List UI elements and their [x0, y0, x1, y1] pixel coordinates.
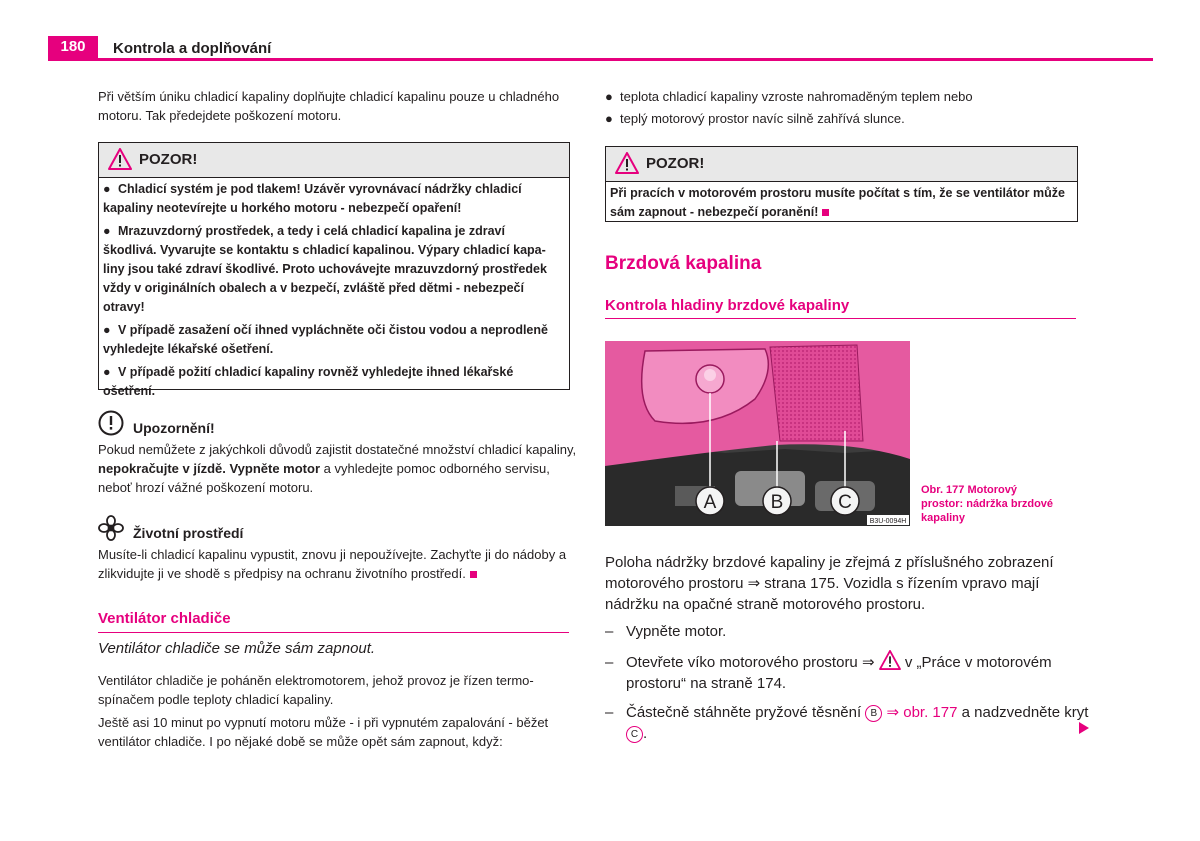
end-square-icon: [822, 209, 829, 216]
list-item: ● teplý motorový prostor navíc silně zahřívá slunce.: [605, 111, 905, 126]
bullet-icon: ●: [605, 89, 613, 104]
note-title: Upozornění!: [133, 420, 215, 436]
subsection-heading: Kontrola hladiny brzdové kapaliny: [605, 297, 850, 314]
flower-icon: [98, 515, 124, 541]
figure-code: B3U-0094H: [869, 518, 907, 525]
warning-item: ● V případě zasažení očí ihned vypláchněte oči čistou vodou a neprodleně vyhledejte lékařské ošetření.: [103, 323, 548, 356]
figure-link[interactable]: ⇒ obr. 177: [882, 704, 958, 721]
bullet-list: [605, 87, 1085, 128]
warning-triangle-icon: [108, 148, 132, 170]
warning-title: POZOR!: [646, 155, 705, 172]
fan-paragraph-2: Ještě asi 10 minut po vypnutí motoru může - i při vypnutém zapalování - běžet ventilátor chladiče. I po nějaké době se může opět sám zapnout, když:: [98, 715, 549, 749]
figure-label-a: A: [703, 492, 717, 513]
callout-c-icon: C: [626, 726, 643, 743]
section-rule: [605, 318, 1076, 319]
section-rule: [98, 632, 569, 633]
page-title: Kontrola a doplňování: [113, 40, 272, 57]
warning-box: [605, 146, 1078, 222]
intro-paragraph: Při větším úniku chladicí kapaliny doplňujte chladicí kapalinu pouze u chladného motoru. Tak předejdete poškození motoru.: [98, 89, 560, 123]
bullet-icon: ●: [103, 323, 111, 337]
warning-body: Při pracích v motorovém prostoru musíte počítat s tím, že se ventilátor může sám zapnout - nebezpečí poranění!: [610, 186, 1065, 219]
step-item: – Vypněte motor.: [605, 623, 727, 640]
note-text: Pokud nemůžete z jakýchkoli důvodů zajistit dostatečné množství chladicí kapaliny, nepokračujte v jízdě. Vypněte motor a vyhledejte pomoc odborného servisu, neboť hrozí vážné poškození motoru.: [98, 442, 577, 495]
brake-fluid-paragraph: Poloha nádržky brzdové kapaliny je zřejmá z příslušného zobrazení motorového prostoru ⇒ strana 175. Vozidla s řízením vpravo mají nádržku na opačné straně motorového prostoru.: [605, 554, 1054, 613]
environment-title: Životní prostředí: [133, 525, 244, 541]
warning-body: [99, 178, 569, 407]
figure-label-b: B: [770, 492, 784, 513]
warning-box: [98, 142, 570, 398]
bullet-icon: ●: [103, 365, 111, 379]
warning-triangle-icon: [615, 152, 639, 174]
figure-label-c: C: [838, 492, 852, 513]
warning-header: [606, 147, 1077, 182]
exclamation-circle-icon: [98, 410, 124, 436]
warning-triangle-icon: [879, 650, 901, 670]
bullet-icon: ●: [605, 111, 613, 126]
continue-arrow-icon[interactable]: [1078, 721, 1090, 735]
page-number: 180: [60, 38, 86, 55]
step-list: [605, 621, 1095, 744]
figure-caption: Obr. 177 Motorový prostor: nádržka brzdové kapaliny: [921, 484, 1054, 524]
section-heading-fan: Ventilátor chladiče: [98, 610, 231, 627]
callout-b-icon: B: [865, 705, 882, 722]
fan-paragraph-1: Ventilátor chladiče je poháněn elektromotorem, jehož provoz je řízen termo- spínačem podle teploty chladicí kapaliny.: [98, 673, 534, 707]
engine-bay-figure: [605, 341, 910, 526]
warning-item: ● Chladicí systém je pod tlakem! Uzávěr vyrovnávací nádržky chladicí kapaliny neotevírejte u horkého motoru - nebezpečí opaření!: [103, 182, 522, 215]
bullet-icon: ●: [103, 224, 111, 238]
warning-header: [99, 143, 569, 178]
bullet-icon: ●: [103, 182, 111, 196]
warning-title: POZOR!: [139, 151, 198, 168]
end-square-icon: [470, 571, 477, 578]
list-item: ● teplota chladicí kapaliny vzroste nahromaděným teplem nebo: [605, 89, 973, 104]
environment-text: Musíte-li chladicí kapalinu vypustit, znovu ji nepoužívejte. Zachyťte ji do nádoby a zlikvidujte ji ve shodě s předpisy na ochranu životního prostředí.: [98, 547, 567, 581]
section-heading-brake-fluid: Brzdová kapalina: [605, 253, 762, 274]
warning-item: ● V případě požití chladicí kapaliny rovněž vyhledejte ihned lékařské ošetření.: [103, 365, 514, 398]
step-item: – Částečně stáhněte pryžové těsnění B ⇒ obr. 177 a nadzvedněte kryt C .: [605, 704, 1089, 742]
fan-subtitle: Ventilátor chladiče se může sám zapnout.: [98, 640, 376, 657]
warning-item: ● Mrazuvzdorný prostředek, a tedy i celá chladicí kapalina je zdraví škodlivá. Vyvarujte se kontaktu s chladicí kapalinou. Výpary chladicí kapa- liny jsou také zdraví škodlivé. Proto uchovávejte mrazuvzdorný prostředek vždy v originálních obalech a v bezpečí, zvláště před dětmi - nebezpečí otravy!: [103, 224, 547, 314]
step-item: – Otevřete víko motorového prostoru ⇒ v „Práce v motorovém prostoru“ na straně 174.: [605, 650, 1095, 694]
header-rule: [48, 58, 1153, 61]
